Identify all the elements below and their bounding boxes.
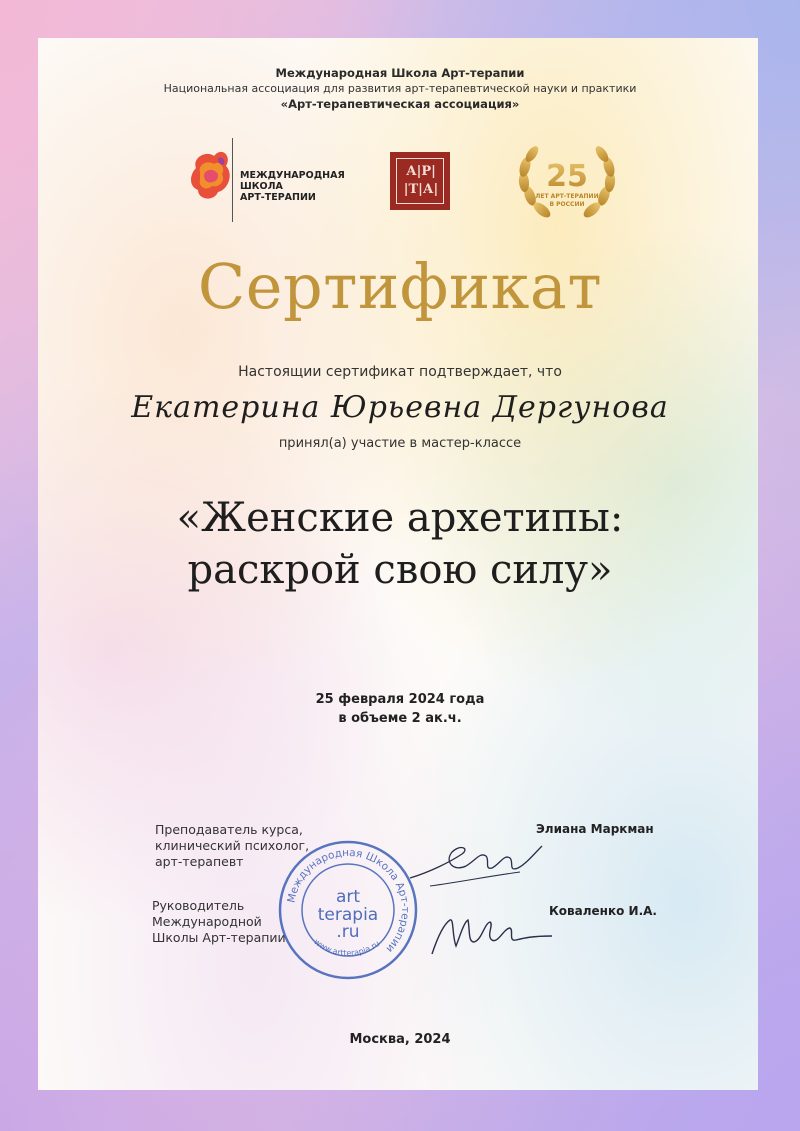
teacher-signature-icon	[400, 832, 550, 896]
anniversary-logo	[512, 138, 622, 228]
school-logo	[188, 138, 348, 222]
certificate-title: Сертификат	[197, 250, 603, 323]
course-title: «Женские архетипы: раскрой свою силу»	[176, 495, 624, 593]
head-name: Коваленко И.А.	[549, 904, 657, 918]
school-logo-text: МЕЖДУНАРОДНАЯ ШКОЛА АРТ-ТЕРАПИИ	[240, 170, 345, 203]
svg-text:ЛЕТ АРТ-ТЕРАПИИ: ЛЕТ АРТ-ТЕРАПИИ	[535, 193, 599, 200]
anniversary-number: 25	[546, 159, 588, 194]
art-therapy-association-logo: А|Р| |Т|А|	[390, 152, 450, 210]
head-signature-icon	[428, 906, 558, 966]
paint-splash-icon	[188, 138, 232, 222]
laurel-wreath-icon	[512, 138, 622, 228]
svg-text:art: art	[335, 887, 361, 907]
date-and-volume: 25 февраля 2024 года в объеме 2 ак.ч.	[315, 692, 485, 726]
confirm-text: Настоящии сертификат подтверждает, что	[238, 364, 562, 380]
svg-text:Международная Школа Арт-терапи: Международная Школа Арт-терапии	[285, 846, 412, 955]
participation-text: принял(а) участие в мастер-классе	[278, 436, 522, 451]
svg-text:www.artterapia.ru: www.artterapia.ru	[312, 937, 382, 958]
head-label: Руководитель Международной Школы Арт-терапии	[152, 898, 286, 945]
header-association-name: «Арт-терапевтическая ассоциация»	[280, 97, 520, 111]
teacher-label: Преподаватель курса, клинический психолог, арт-терапевт	[155, 822, 310, 869]
teacher-name: Элиана Маркман	[536, 822, 654, 836]
header-association: Национальная ассоциация для развития арт-терапевтической науки и практики	[163, 82, 637, 95]
header-school-name: Международная Школа Арт-терапии	[275, 66, 525, 80]
svg-text:В РОССИИ: В РОССИИ	[549, 201, 585, 208]
logo-divider	[232, 138, 233, 222]
city-year: Москва, 2024	[349, 1032, 451, 1047]
round-stamp	[276, 838, 420, 982]
svg-text:.ru: .ru	[336, 922, 360, 942]
recipient-name: Екатерина Юрьевна Дергунова	[131, 390, 669, 425]
svg-text:terapia: terapia	[317, 905, 379, 925]
